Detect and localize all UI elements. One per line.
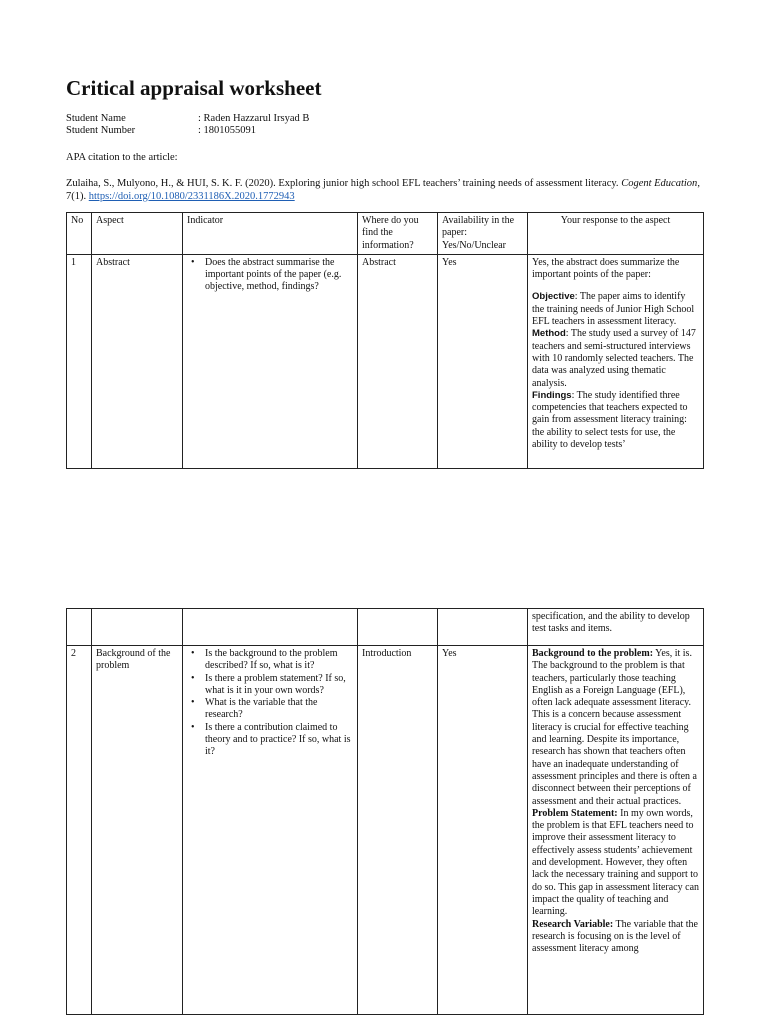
header-no: No [67, 213, 92, 255]
student-name-row [66, 113, 309, 125]
row-aspect: Abstract [92, 254, 183, 468]
background-label: Background to the problem: [532, 648, 654, 659]
indicator-item: • Does the abstract summarise the important points of the paper (e.g. objective, method, findings? [187, 257, 353, 294]
row-no: 2 [67, 646, 92, 1015]
apa-label: APA citation to the article: [66, 152, 178, 163]
row-where: Abstract [358, 254, 438, 468]
indicator-item: • Is there a contribution claimed to theory and to practice? If so, what is it? [187, 722, 353, 759]
table-row [67, 254, 704, 468]
variable-text: The variable that the research is focusing on is the level of assessment literacy among [532, 918, 698, 955]
row-indicator [183, 254, 358, 468]
indicator-item: • Is there a problem statement? If so, what is it in your own words? [187, 673, 353, 698]
citation-volume: , 7(1). [66, 178, 700, 202]
student-name-value: : Raden Hazzarul Irsyad B [198, 113, 310, 124]
continuation-response [528, 609, 704, 646]
problem-text: In my own words, the problem is that EFL teachers need to improve their assessment literacy to effectively assess students’ achievement and development. However, they often lack the necessary training and support to do so. This gap in assessment literacy can impact the quality of teaching and learning. [532, 807, 699, 918]
student-number-value: : 1801055091 [198, 125, 257, 136]
indicator-item: • Is the background to the problem described? If so, what is it? [187, 648, 353, 673]
citation [66, 177, 706, 203]
method-text: : The study used a survey of 147 teachers and semi-structured interviews with 10 randomly selected teachers. The data was analyzed using thematic analysis. [532, 328, 696, 389]
page-title: Critical appraisal worksheet [66, 76, 322, 100]
background-text: Yes, it is. The background to the problem is that teachers, particularly those teaching English as a Foreign Language (EFL), often lack adequate assessment literacy. This is a concern because assessment literacy is crucial for effective teaching and learning. Despite its importance, research has shown that teachers often have an inadequate understanding of assessment principles and there is often a disconnect between their perceptions of assessment and their actual practices. [532, 648, 697, 807]
student-number-row [66, 125, 256, 137]
method-label: Method [532, 328, 566, 340]
table-row [67, 646, 704, 1015]
findings-label: Findings [532, 389, 572, 401]
row-availability: Yes [438, 646, 528, 1015]
header-availability: Availability in the paper: Yes/No/Unclear [438, 213, 528, 255]
row-response [528, 646, 704, 1015]
objective-text: : The paper aims to identify the training needs of Junior High School EFL teachers in assessment literacy. [532, 291, 695, 328]
appraisal-table-part-1 [66, 212, 704, 469]
header-aspect: Aspect [92, 213, 183, 255]
row-indicator [183, 646, 358, 1015]
doi-link[interactable]: https://doi.org/10.1080/2331186X.2020.1772943 [88, 191, 295, 202]
table-row-continuation [67, 609, 704, 646]
row-response [528, 254, 704, 468]
response-intro: Yes, the abstract does summarize the important points of the paper: [532, 256, 680, 281]
variable-label: Research Variable: [532, 918, 614, 930]
table-header-row [67, 213, 704, 255]
header-where: Where do you find the information? [358, 213, 438, 255]
header-indicator: Indicator [183, 213, 358, 255]
row-aspect: Background of the problem [92, 646, 183, 1015]
header-response: Your response to the aspect [528, 213, 704, 255]
findings-text: : The study identified three competencies that teachers expected to gain from assessment literacy training: the ability to select tests for use, the ability to develop tests’ [532, 389, 688, 451]
row-where: Introduction [358, 646, 438, 1015]
student-name-label: Student Name [66, 113, 126, 124]
citation-journal: Cogent Education [621, 178, 698, 189]
student-number-label: Student Number [66, 125, 136, 136]
row-availability: Yes [438, 254, 528, 468]
citation-text: Zulaiha, S., Mulyono, H., & HUI, S. K. F. (2020). Exploring junior high school EFL teachers’ training needs of assessment literacy. [66, 178, 619, 189]
problem-label: Problem Statement: [532, 807, 618, 819]
row-no: 1 [67, 254, 92, 468]
continuation-text: specification, and the ability to develop test tasks and items. [532, 611, 690, 635]
indicator-item: • What is the variable that the research? [187, 697, 353, 722]
appraisal-table-part-2 [66, 608, 704, 1015]
objective-label: Objective [532, 291, 575, 303]
